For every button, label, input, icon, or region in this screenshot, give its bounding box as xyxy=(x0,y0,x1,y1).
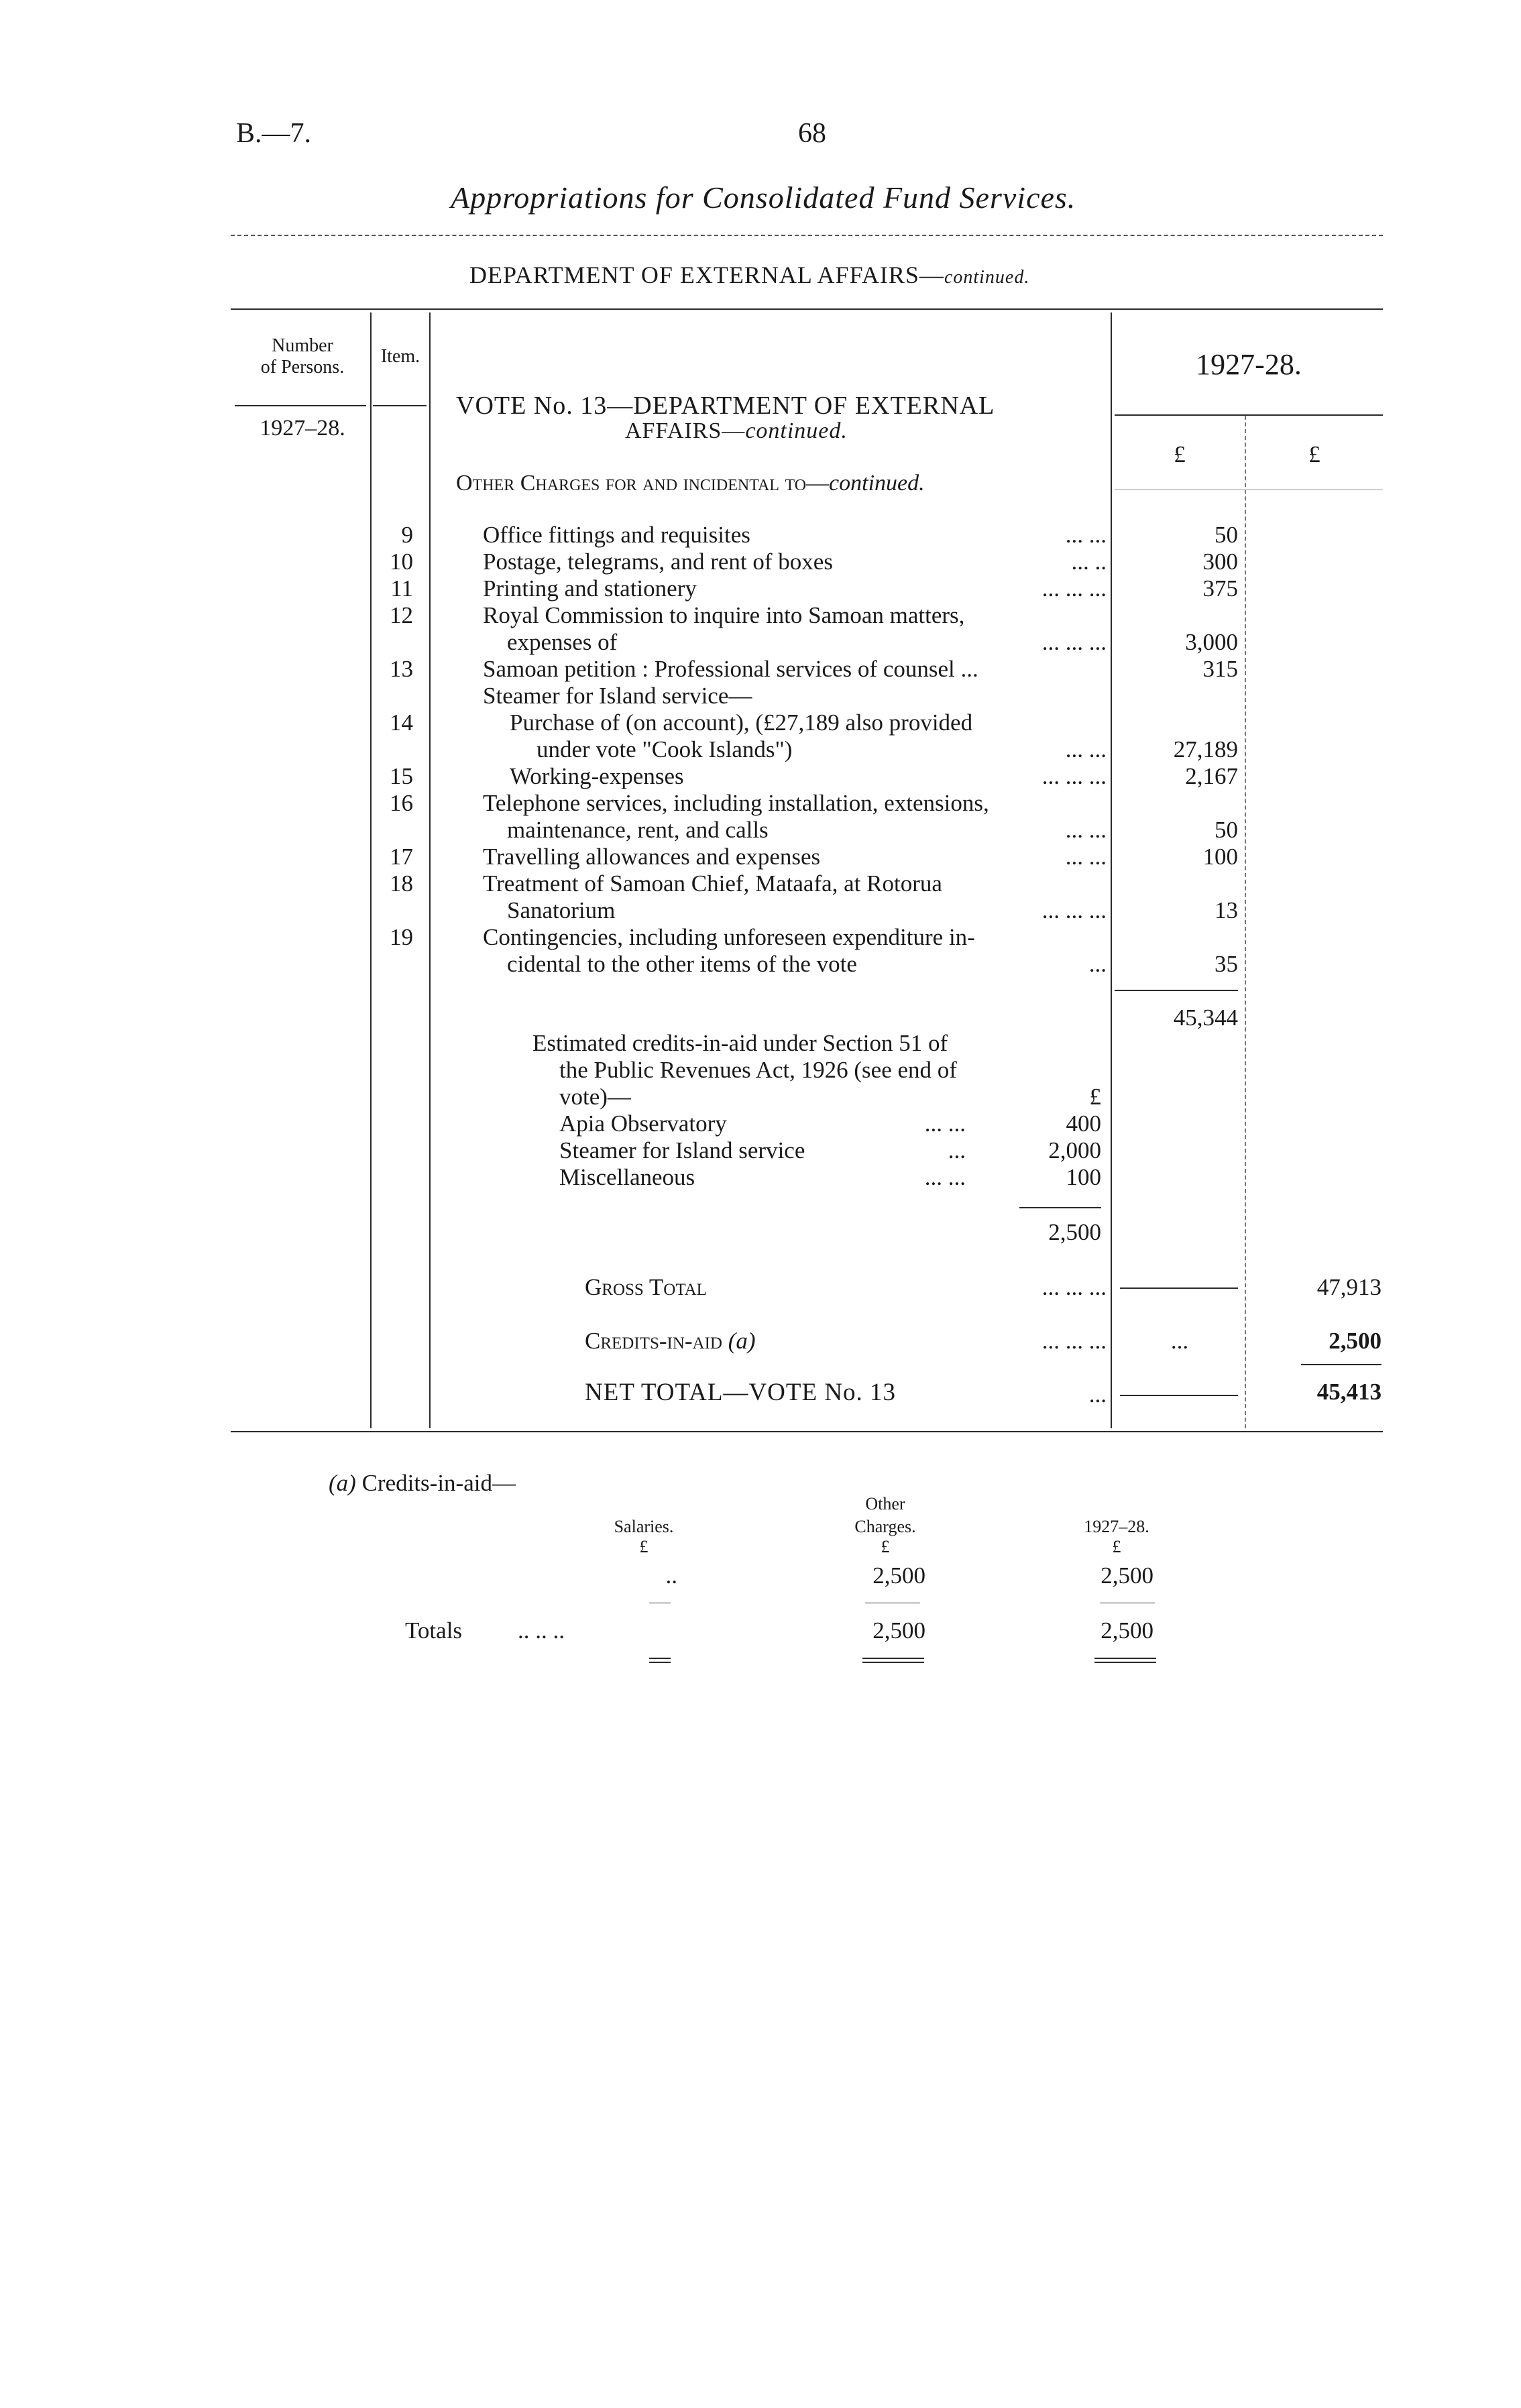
net-total-label: NET TOTAL—VOTE No. 13 xyxy=(585,1379,897,1406)
footnote-col-year: 1927–28. xyxy=(1084,1517,1149,1536)
net-total-dots: ... xyxy=(1088,1381,1107,1408)
persons-header-rule xyxy=(235,405,366,406)
credits-estimate-label: Miscellaneous xyxy=(559,1164,695,1190)
vote-title-line-1: VOTE No. 13—DEPARTMENT OF EXTERNAL xyxy=(456,392,995,420)
item-amount: 300 xyxy=(1202,549,1238,575)
item-number: 9 xyxy=(401,522,413,548)
gross-total-dots: ... ... ... xyxy=(1041,1274,1107,1300)
footnote-double-rule xyxy=(1094,1662,1156,1663)
credits-estimate-amount: 2,000 xyxy=(1048,1137,1101,1163)
item-description: Treatment of Samoan Chief, Mataafa, at Rotorua xyxy=(483,870,942,897)
item-column-rule xyxy=(429,312,431,1428)
footnote-totals-dots: .. .. .. xyxy=(518,1617,565,1644)
item-number: 12 xyxy=(390,602,413,628)
item-number: 13 xyxy=(390,656,413,682)
item-description: Postage, telegrams, and rent of boxes xyxy=(483,549,833,575)
credits-in-aid-mid-dots: ... xyxy=(1170,1328,1189,1354)
footnote-totals-other: 2,500 xyxy=(872,1617,925,1644)
vote-title-line-2: AFFAIRS—continued. xyxy=(625,418,848,443)
item-number: 19 xyxy=(390,924,413,950)
footnote-double-rule xyxy=(862,1658,924,1659)
department-heading: DEPARTMENT OF EXTERNAL AFFAIRS—continued. xyxy=(469,262,1030,288)
footnote-col-other-1: Other xyxy=(865,1494,905,1513)
item-number: 16 xyxy=(390,790,413,816)
credits-estimate-pound: £ xyxy=(1089,1084,1101,1110)
page-number: 68 xyxy=(798,118,826,149)
credits-estimate-amount: 100 xyxy=(1066,1164,1101,1190)
credits-estimate-dots: ... xyxy=(948,1137,966,1163)
table-top-rule xyxy=(231,308,1383,310)
item-amount: 27,189 xyxy=(1173,736,1238,762)
page-title: Appropriations for Consolidated Fund Services. xyxy=(451,180,1076,215)
credits-in-aid-dots: ... ... ... xyxy=(1041,1328,1107,1354)
item-leader-dots: ... ... ... xyxy=(1041,897,1107,923)
credits-in-aid-value: 2,500 xyxy=(1329,1328,1382,1354)
pound-heading-1: £ xyxy=(1174,441,1186,467)
item-description: Purchase of (on account), (£27,189 also provided xyxy=(510,709,973,736)
footnote-salaries-value: .. xyxy=(665,1562,677,1589)
item-number: 18 xyxy=(390,870,413,897)
item-header-rule xyxy=(373,405,427,406)
persons-header-1: Number xyxy=(272,335,333,356)
item-description: Office fittings and requisites xyxy=(483,522,750,548)
credits-estimate-dots: ... ... xyxy=(924,1110,966,1137)
item-leader-dots: ... ... xyxy=(1065,844,1107,870)
item-leader-dots: ... ... ... xyxy=(1041,763,1107,789)
item-leader-dots: ... .. xyxy=(1071,549,1107,575)
persons-year: 1927–28. xyxy=(260,416,345,441)
item-description: Working-expenses xyxy=(510,763,684,789)
amount-column-rule-2 xyxy=(1245,416,1246,1428)
item-description: Travelling allowances and expenses xyxy=(483,844,821,870)
footnote-double-rule xyxy=(649,1662,671,1663)
credits-estimate-intro-1: Estimated credits-in-aid under Section 51 of xyxy=(532,1030,948,1056)
footnote-pound: £ xyxy=(881,1537,890,1556)
title-rule xyxy=(231,235,1383,236)
subtotal-amount: 45,344 xyxy=(1173,1005,1238,1031)
footnote-pound: £ xyxy=(1112,1537,1121,1556)
credits-estimate-intro-3: vote)— xyxy=(559,1084,631,1110)
item-number: 10 xyxy=(390,549,413,575)
footnote-pound: £ xyxy=(639,1537,649,1556)
footnote-totals-label: Totals xyxy=(405,1617,463,1644)
subtotal-rule xyxy=(1115,990,1238,991)
footnote-double-rule xyxy=(649,1658,671,1659)
item-amount: 100 xyxy=(1202,844,1238,870)
net-total-dash xyxy=(1120,1395,1238,1396)
credits-estimate-label: Steamer for Island service xyxy=(559,1137,805,1163)
persons-header-2: of Persons. xyxy=(260,357,345,378)
pound-heading-2: £ xyxy=(1308,441,1320,467)
item-number: 15 xyxy=(390,763,413,789)
item-leader-dots: ... ... xyxy=(1065,817,1107,843)
item-description-cont: cidental to the other items of the vote xyxy=(507,951,857,977)
item-amount: 3,000 xyxy=(1185,629,1238,655)
gross-total-value: 47,913 xyxy=(1316,1274,1382,1300)
item-leader-dots: ... ... ... xyxy=(1041,575,1107,601)
item-description: Royal Commission to inquire into Samoan matters, xyxy=(483,602,965,628)
footnote-totals-year: 2,500 xyxy=(1101,1617,1153,1644)
item-number: 11 xyxy=(390,575,413,601)
item-amount: 50 xyxy=(1215,817,1238,843)
item-leader-dots: ... xyxy=(1088,951,1107,977)
credits-estimate-label: Apia Observatory xyxy=(559,1110,727,1137)
credits-estimate-rule xyxy=(1019,1207,1101,1208)
item-number: 14 xyxy=(390,709,413,736)
item-amount: 375 xyxy=(1202,575,1238,601)
item-description-cont: under vote "Cook Islands") xyxy=(537,736,793,762)
item-description: Printing and stationery xyxy=(483,575,697,601)
footnote-col-other-2: Charges. xyxy=(854,1517,916,1536)
item-amount: 315 xyxy=(1202,656,1238,682)
item-leader-dots: ... ... xyxy=(1065,522,1107,548)
item-leader-dots: ... ... xyxy=(1065,736,1107,762)
table-bottom-rule xyxy=(231,1431,1383,1432)
item-description: Contingencies, including unforeseen expenditure in- xyxy=(483,924,975,950)
net-total-value: 45,413 xyxy=(1316,1379,1382,1405)
persons-column-rule xyxy=(370,312,372,1428)
vote-subheading: Other Charges for and incidental to—continued. xyxy=(456,471,925,496)
item-amount: 2,167 xyxy=(1185,763,1238,789)
footnote-year-value: 2,500 xyxy=(1101,1562,1153,1589)
credits-estimate-amount: 400 xyxy=(1066,1110,1101,1137)
year-heading: 1927-28. xyxy=(1196,348,1302,381)
item-description-cont: expenses of xyxy=(507,629,618,655)
footnote-heading: (a) Credits-in-aid— xyxy=(329,1470,516,1496)
footnote-col-salaries: Salaries. xyxy=(614,1517,674,1536)
credits-in-aid-label: Credits-in-aid (a) xyxy=(585,1328,756,1354)
credits-estimate-total: 2,500 xyxy=(1048,1219,1101,1245)
item-number: 17 xyxy=(390,844,413,870)
item-header: Item. xyxy=(380,346,420,367)
item-amount: 35 xyxy=(1215,951,1238,977)
footnote-other-value: 2,500 xyxy=(872,1562,925,1589)
gross-total-label: Gross Total xyxy=(585,1274,707,1300)
net-total-rule xyxy=(1301,1364,1382,1365)
footnote-double-rule xyxy=(1094,1658,1156,1659)
gross-total-dash xyxy=(1120,1287,1238,1289)
item-description-cont: maintenance, rent, and calls xyxy=(507,817,769,843)
item-amount: 13 xyxy=(1215,897,1238,923)
credits-estimate-intro-2: the Public Revenues Act, 1926 (see end of xyxy=(559,1057,957,1083)
page-reference: B.—7. xyxy=(236,118,312,149)
credits-estimate-dots: ... ... xyxy=(924,1164,966,1190)
year-heading-rule xyxy=(1115,414,1383,416)
item-amount: 50 xyxy=(1215,522,1238,548)
item-description: Samoan petition : Professional services of counsel ... xyxy=(483,656,978,682)
amount-column-rule-1 xyxy=(1111,312,1112,1428)
item-description: Telephone services, including installation, extensions, xyxy=(483,790,989,816)
item-leader-dots: ... ... ... xyxy=(1041,629,1107,655)
footnote-double-rule xyxy=(862,1662,924,1663)
item-group-heading: Steamer for Island service— xyxy=(483,683,752,709)
item-description-cont: Sanatorium xyxy=(507,897,616,923)
